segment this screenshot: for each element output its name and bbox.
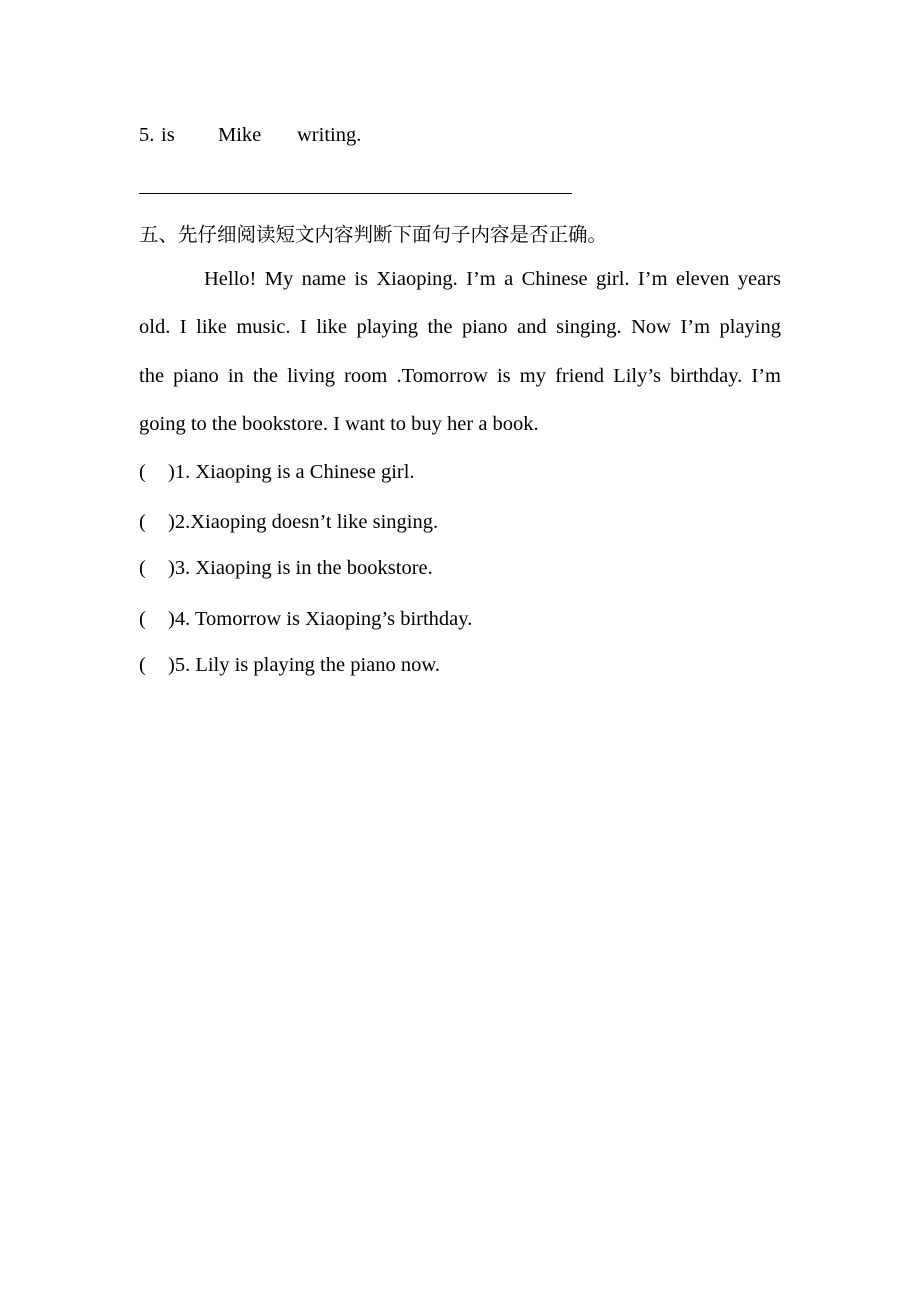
section-heading: 五、先仔细阅读短文内容判断下面句子内容是否正确。	[139, 223, 608, 246]
question-text: )5. Lily is playing the piano now.	[168, 654, 440, 676]
answer-blank[interactable]: (	[139, 557, 146, 579]
passage-line: going to the bookstore. I want to buy her a book.	[139, 413, 539, 435]
question-text: )1. Xiaoping is a Chinese girl.	[168, 461, 415, 483]
question-text: )4. Tomorrow is Xiaoping’s birthday.	[168, 608, 473, 630]
passage-line: old. I like music. I like playing the piano and singing. Now I’m playing	[139, 316, 781, 338]
word-card: Mike	[218, 124, 262, 146]
passage-line: the piano in the living room .Tomorrow is my friend Lily’s birthday. I’m	[139, 365, 781, 387]
passage-line: Hello! My name is Xiaoping. I’m a Chinese girl. I’m eleven years	[204, 268, 781, 290]
answer-blank[interactable]: (	[139, 511, 146, 533]
answer-blank[interactable]: (	[139, 461, 146, 483]
question-text: )3. Xiaoping is in the bookstore.	[168, 557, 433, 579]
question-text: )2.Xiaoping doesn’t like singing.	[168, 511, 439, 533]
word-card: writing.	[297, 124, 362, 146]
answer-blank[interactable]: (	[139, 608, 146, 630]
item-number: 5.	[139, 124, 155, 146]
answer-line	[139, 193, 572, 194]
word-card: is	[161, 124, 175, 146]
answer-blank[interactable]: (	[139, 654, 146, 676]
